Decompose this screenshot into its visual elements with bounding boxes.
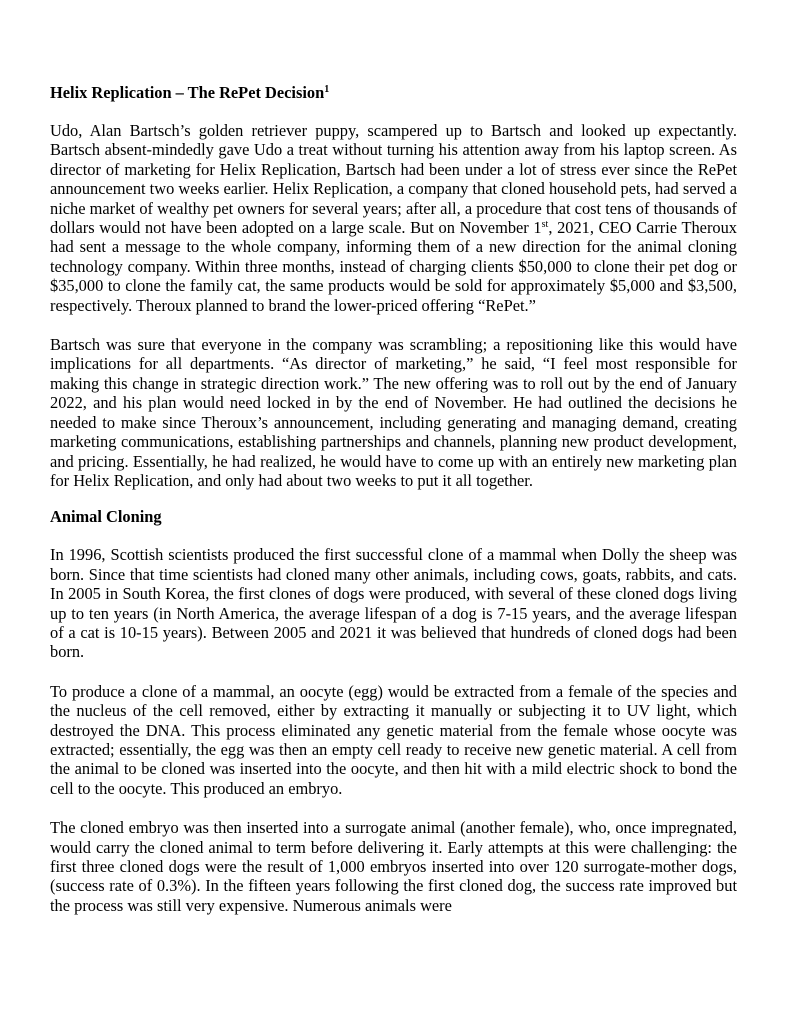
intro-paragraph-1-text: Udo, Alan Bartsch’s golden retriever puppy, scampered up to Bartsch and looked up expectantly. Bartsch absent-mindedly gave Udo a treat without turning his attention away from his laptop screen. As director of marketing for Helix Replication, Bartsch had been under a lot of stress ever since the RePet announcement two weeks earlier. Helix Replication, a company that cloned household pets, had served a niche market of wealthy pet owners for several years; after all, a procedure that cost tens of thousands of dollars would not have been adopted on a large scale. But on November 1 xyxy=(50,121,737,238)
section-paragraph-1: In 1996, Scottish scientists produced the first successful clone of a mammal when Dolly the sheep was born. Since that time scientists had cloned many other animals, including cows, goats, rabbits, and cats. In 2005 in South Korea, the first clones of dogs were produced, with several of these cloned dogs living up to ten years (in North America, the average lifespan of a dog is 7-15 years, and the average lifespan of a cat is 10-15 years). Between 2005 and 2021 it was believed that hundreds of cloned dogs had been born. xyxy=(50,545,737,662)
section-paragraph-2: To produce a clone of a mammal, an oocyte (egg) would be extracted from a female of the species and the nucleus of the cell removed, either by extracting it manually or subjecting it to UV light, which destroyed the DNA. This process eliminated any genetic material from the female whose oocyte was extracted; essentially, the egg was then an empty cell ready to receive new genetic material. A cell from the animal to be cloned was inserted into the oocyte, and then hit with a mild electric shock to bond the cell to the oocyte. This produced an embryo. xyxy=(50,681,737,798)
document-title xyxy=(50,83,737,103)
document-title-text: Helix Replication – The RePet Decision xyxy=(50,83,325,102)
date-ordinal-suffix: st xyxy=(541,219,549,231)
intro-paragraph-1 xyxy=(50,121,737,315)
intro-paragraph-2: Bartsch was sure that everyone in the company was scrambling; a repositioning like this would have implications for all departments. “As director of marketing,” he said, “I feel most responsible for making this change in strategic direction work.” The new offering was to roll out by the end of January 2022, and his plan would need locked in by the end of November. He had outlined the decisions he needed to make since Theroux’s announcement, including generating and managing demand, creating marketing communications, establishing partnerships and channels, planning new product development, and pricing. Essentially, he had realized, he would have to come up with an entirely new marketing plan for Helix Replication, and only had about two weeks to put it all together. xyxy=(50,335,737,490)
intro-paragraph-1-text-continued: , 2021, CEO Carrie Theroux had sent a message to the whole company, informing them of a new direction for the animal cloning technology company. Within three months, instead of charging clients $50,000 to clone their pet dog or $35,000 to clone the family cat, the same products would be sold for approximately $5,000 and $3,500, respectively. Theroux planned to brand the lower-priced offering “RePet.” xyxy=(50,218,737,315)
section-paragraph-3: The cloned embryo was then inserted into a surrogate animal (another female), who, once impregnated, would carry the cloned animal to term before delivering it. Early attempts at this were challenging: the first three cloned dogs were the result of 1,000 embryos inserted into over 120 surrogate-mother dogs, (success rate of 0.3%). In the fifteen years following the first cloned dog, the success rate improved but the process was still very expensive. Numerous animals were xyxy=(50,818,737,915)
section-heading: Animal Cloning xyxy=(50,507,162,527)
title-footnote-marker: 1 xyxy=(324,84,330,95)
